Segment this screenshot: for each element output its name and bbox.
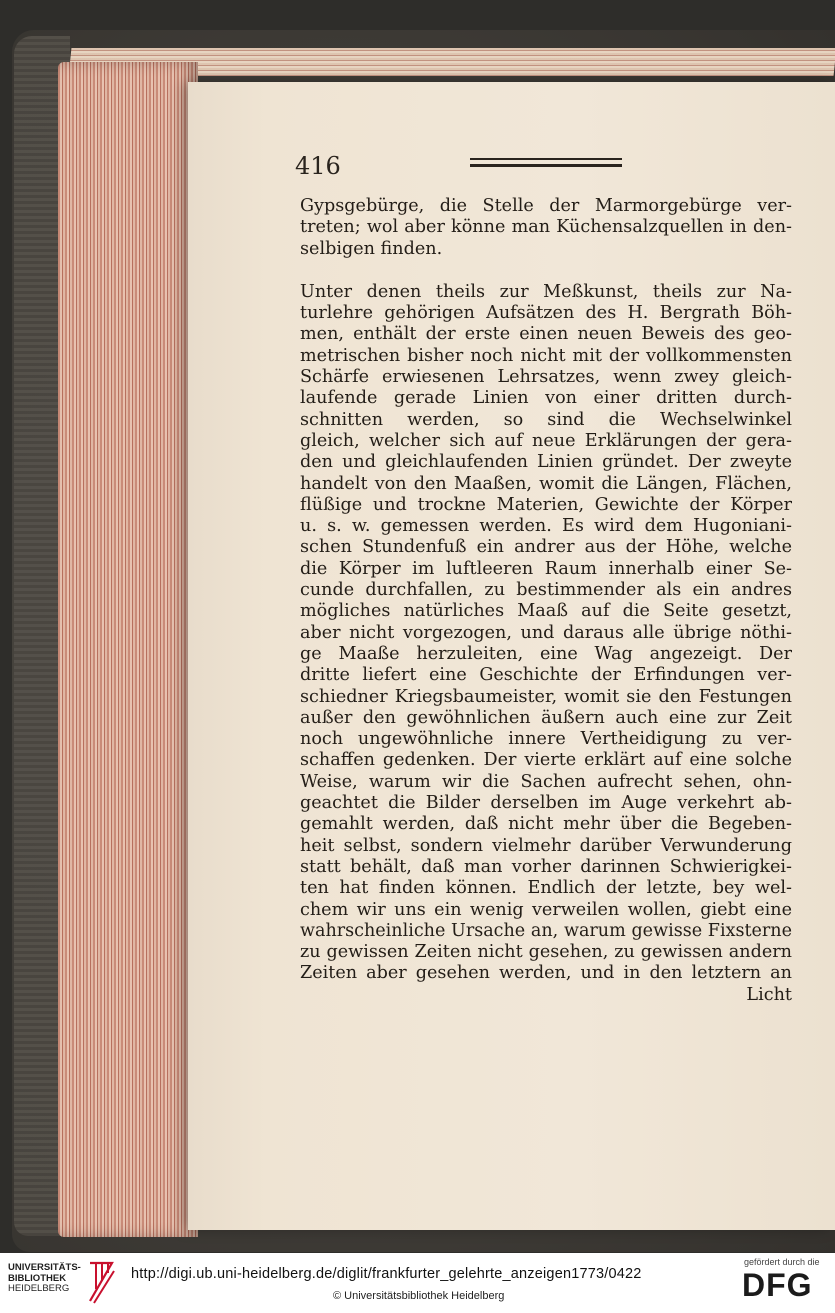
text-line: treten; wol aber könne man Küchensalzquellen in den-	[300, 217, 792, 238]
text-line: die Körper im luftleeren Raum innerhalb einer Se-	[300, 558, 792, 579]
text-line: Weise, warum wir die Sachen aufrecht sehen, ohn-	[300, 771, 792, 792]
viewer-footer	[0, 1253, 835, 1313]
text-line: Zeiten aber gesehen werden, und in den letztern an	[300, 963, 792, 984]
text-line: schaffen gedenken. Der vierte erklärt auf eine solche	[300, 750, 792, 771]
text-line: ge Maaße herzuleiten, eine Wag angezeigt. Der	[300, 643, 792, 664]
header-rule-thick	[470, 164, 622, 167]
header-rule	[470, 158, 622, 160]
document-url-link[interactable]: http://digi.ub.uni-heidelberg.de/diglit/frankfurter_gelehrte_anzeigen1773/0422	[131, 1266, 642, 1282]
paragraph-gap	[300, 260, 792, 282]
text-line: cunde durchfallen, zu bestimmender als ein andres	[300, 580, 792, 601]
page-stack-edge	[58, 62, 198, 1237]
text-line: schen Stundenfuß ein andrer aus der Höhe, welche	[300, 537, 792, 558]
library-emblem-icon	[86, 1259, 116, 1305]
text-line: dritte liefert eine Geschichte der Erfindungen ver-	[300, 665, 792, 686]
text-line: aber nicht vorgezogen, und daraus alle übrige nöthi-	[300, 622, 792, 643]
copyright-notice: © Universitätsbibliothek Heidelberg	[333, 1290, 505, 1302]
text-line: geachtet die Bilder derselben im Auge verkehrt ab-	[300, 793, 792, 814]
dfg-logo[interactable]: DFG	[742, 1267, 813, 1303]
library-name-line1: UNIVERSITÄTS-	[8, 1262, 81, 1273]
text-line: laufende gerade Linien von einer dritten durch-	[300, 388, 792, 409]
text-line: gleich, welcher sich auf neue Erklärungen der gera-	[300, 430, 792, 451]
text-line: metrischen bisher noch nicht mit der vollkommensten	[300, 345, 792, 366]
text-line: Licht	[746, 984, 792, 1005]
text-line: selbigen finden.	[300, 238, 443, 259]
text-line: außer den gewöhnlichen äußern auch eine zur Zeit	[300, 707, 792, 728]
text-line: statt behält, daß man vorher darinnen Schwierigkei-	[300, 856, 792, 877]
text-line: gemahlt werden, daß nicht mehr über die Begeben-	[300, 814, 792, 835]
library-name-line2: BIBLIOTHEK	[8, 1272, 67, 1284]
page-number: 416	[295, 152, 341, 180]
text-line: Schärfe erwiesenen Lehrsatzes, wenn zwey gleich-	[300, 367, 792, 388]
text-line: noch ungewöhnliche innere Vertheidigung zu ver-	[300, 729, 792, 750]
text-line: schnitten werden, so sind die Wechselwinkel	[300, 409, 792, 430]
text-line: turlehre gehörigen Aufsätzen des H. Bergrath Böh-	[300, 303, 792, 324]
text-line: heit selbst, sondern vielmehr darüber Verwunderung	[300, 835, 792, 856]
text-line: flüßige und trockne Materien, Gewichte der Körper	[300, 494, 792, 515]
text-line: wahrscheinliche Ursache an, warum gewisse Fixsterne	[300, 920, 792, 941]
text-line: den und gleichlaufenden Linien gründet. Der zweyte	[300, 452, 792, 473]
text-line: mögliches natürliches Maaß auf die Seite gesetzt,	[300, 601, 792, 622]
text-line: schiedner Kriegsbaumeister, womit sie den Festungen	[300, 686, 792, 707]
text-line: zu gewissen Zeiten nicht gesehen, zu gewissen andern	[300, 942, 792, 963]
text-line: men, enthält der erste einen neuen Beweis des geo-	[300, 324, 792, 345]
page-body-text	[300, 196, 792, 1006]
text-line: Gypsgebürge, die Stelle der Marmorgebürge ver-	[300, 196, 792, 216]
text-line: ten hat finden können. Endlich der letzte, bey wel-	[300, 878, 792, 899]
text-line: chem wir uns ein wenig verweilen wollen, giebt eine	[300, 899, 792, 920]
text-line: Unter denen theils zur Meßkunst, theils zur Na-	[300, 281, 792, 302]
library-logo[interactable]	[8, 1263, 86, 1303]
funding-caption: gefördert durch die	[744, 1257, 820, 1267]
text-line: u. s. w. gemessen werden. Es wird dem Hugoniani-	[300, 516, 792, 537]
library-name-line3: HEIDELBERG	[8, 1283, 70, 1294]
text-line: handelt von den Maaßen, womit die Längen, Flächen,	[300, 473, 792, 494]
